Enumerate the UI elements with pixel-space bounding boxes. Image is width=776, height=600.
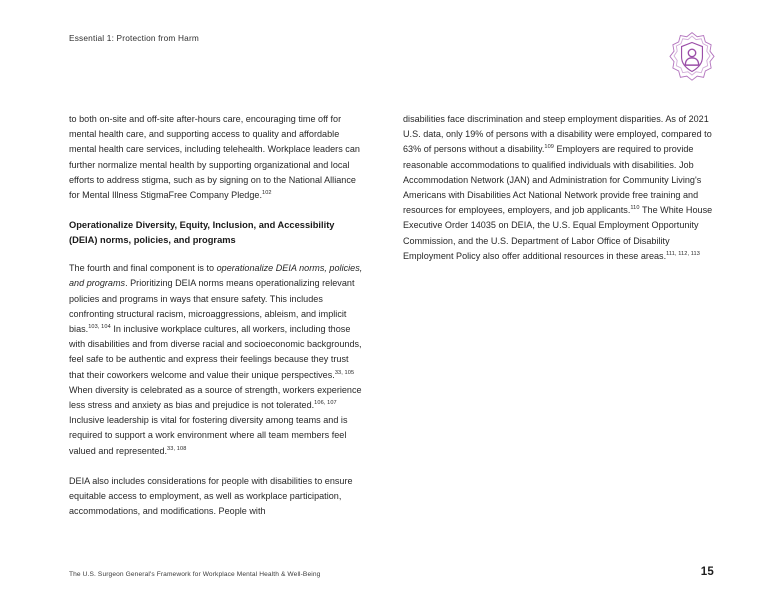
body-column-right — [403, 112, 713, 264]
paragraph-text-part-4: When diversity is celebrated as a source of strength, workers experience less stress and anxiety as bias and prejudice is not tolerated. — [69, 384, 362, 411]
paragraph-text: to both on-site and off-site after-hours care, encouraging time off for mental health care, and supporting access to quality and affordable mental health care services, including telehealth. Workplace leaders can further normalize mental health by supporting organizational and local efforts to address stigma, such as by signing on to the National Alliance for Mental Illness StigmaFree Company Pledge. — [69, 114, 360, 201]
running-header: Essential 1: Protection from Harm — [69, 33, 199, 43]
paragraph-deia-overview — [69, 261, 365, 459]
paragraph-text-part-2: Employers are required to provide reasonable accommodations to qualified individuals with disabilities. Job Accommodation Network (JAN) and Administration for Community Living's Americans with Disabilities Act National Network provide free training and resources for employees, employers, and job applicants. — [403, 144, 702, 216]
body-column-left — [69, 112, 365, 520]
footnote-ref: 109 — [544, 144, 554, 151]
page-number: 15 — [700, 566, 714, 578]
footnote-ref: 111, 112, 113 — [666, 250, 700, 257]
paragraph-text-part-5: Inclusive leadership is vital for fostering diversity among teams and is required to support a work environment where all team members feel valued and represented. — [69, 415, 348, 456]
footnote-ref: 33, 105 — [334, 369, 355, 376]
footer-title: The U.S. Surgeon General's Framework for Workplace Mental Health & Well-Being — [69, 571, 321, 578]
paragraph-text-part-1: disabilities face discrimination and steep employment disparities. As of 2021 U.S. data, only 19% of persons with a disability were employed, compared to 63% of persons without a disability. — [403, 114, 712, 155]
protection-from-harm-badge-icon — [663, 28, 721, 86]
paragraph-text-part-3: The White House Executive Order 14035 on DEIA, the U.S. Equal Employment Opportunity Commission, and the U.S. Department of Labor Office of Disability Employment Policy also offer additional resources in these areas. — [403, 205, 713, 261]
footnote-ref: 106, 107 — [314, 400, 337, 407]
paragraph-text-part-1: The fourth and final component is to — [69, 263, 217, 274]
paragraph-deia-disabilities — [69, 474, 365, 520]
footnote-ref: 110 — [630, 205, 640, 212]
footnote-ref: 102 — [261, 190, 272, 196]
footnote-ref: 103, 104 — [88, 324, 111, 331]
paragraph-continuation-mental-health — [69, 112, 365, 203]
emphasis-operationalize-deia: operationalize DEIA norms, policies, and programs — [69, 263, 363, 289]
paragraph-text-part-2: . Prioritizing DEIA norms means operationalizing relevant policies and programs in ways that ensure safety. This includes confronting structural racism, microaggressions, ableism, and implicit bias. — [69, 278, 355, 335]
section-heading-deia: Operationalize Diversity, Equity, Inclusion, and Accessibility (DEIA) norms, policies, and programs — [69, 220, 335, 245]
paragraph-disability-employment — [403, 112, 713, 264]
footnote-ref: 33, 108 — [167, 445, 187, 452]
paragraph-text-part-3: In inclusive workplace cultures, all workers, including those with disabilities and from diverse racial and socioeconomic backgrounds, feel safe to be authentic and express their feelings because they trust that their coworkers welcome and value their unique perspectives. — [69, 324, 362, 380]
paragraph-text: DEIA also includes considerations for people with disabilities to ensure equitable access to employment, as well as workplace participation, accommodations, and modifications. People with — [69, 476, 353, 517]
